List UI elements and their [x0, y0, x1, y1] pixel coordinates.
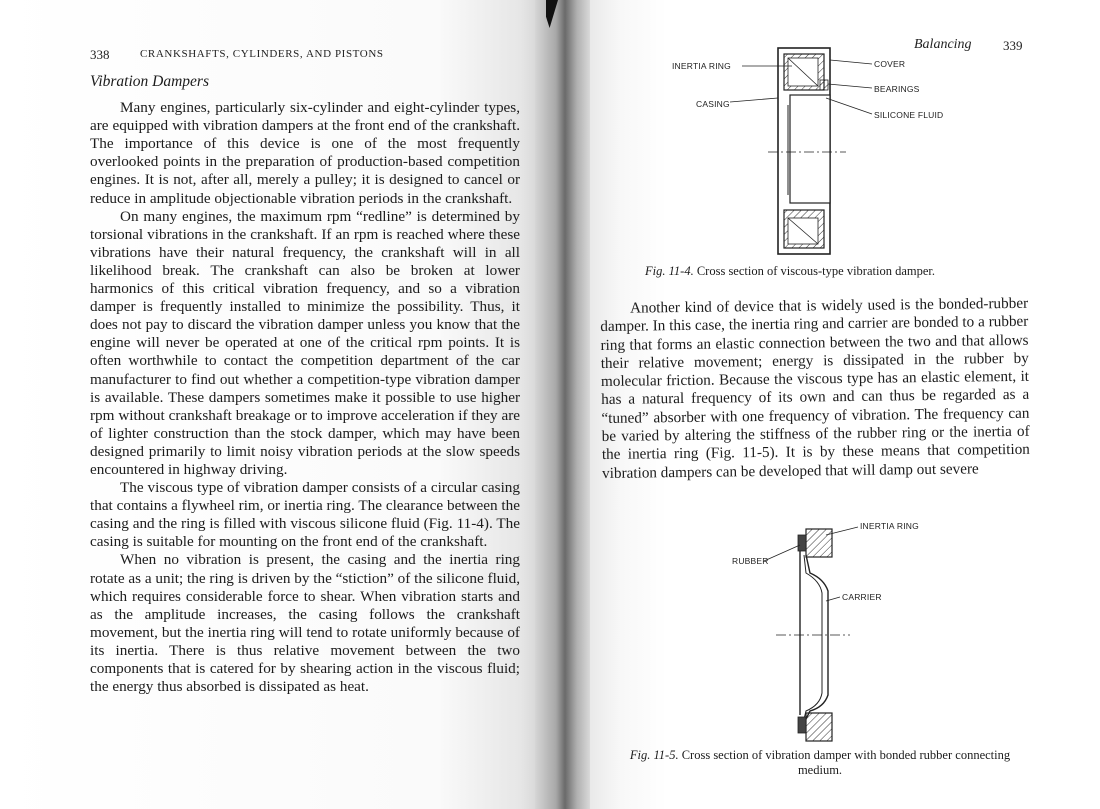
label-rubber: RUBBER: [732, 556, 769, 566]
figure-caption-text: Cross section of vibration damper with bonded rubber connecting medium.: [681, 748, 1011, 777]
figure-caption: [628, 748, 1012, 778]
paragraph: Many engines, particularly six-cylinder and eight-cylinder types, are equipped with vibration dampers at the front end of the crankshaft. The importance of this device is one of the most frequently overlooked points in the preparation of production-based competition engines. It is not, after all, merely a pulley; it is designed to cancel or reduce in amplitude objectionable vibration periods in the crankshaft.: [90, 99, 520, 207]
figure-caption: [620, 264, 960, 279]
bonded-rubber-damper-diagram: [720, 515, 960, 745]
label-cover: COVER: [874, 59, 906, 69]
label-bearings: BEARINGS: [874, 84, 920, 94]
section-heading: Vibration Dampers: [90, 73, 209, 90]
left-running-head: CRANKSHAFTS, CYLINDERS, AND PISTONS: [140, 48, 384, 60]
paragraph: The viscous type of vibration damper consists of a circular casing that contains a flywheel rim, or inertia ring. The clearance between the casing and the ring is filled with viscous silicone fluid (Fig. 11-4). The casing is suitable for mounting on the front end of the crankshaft.: [90, 479, 520, 551]
right-page-body: [600, 295, 1030, 483]
figure-number: Fig. 11-5.: [629, 748, 679, 762]
label-inertia-ring: INERTIA RING: [860, 521, 919, 531]
right-page-number: 339: [1003, 38, 1023, 53]
paragraph: On many engines, the maximum rpm “redline” is determined by torsional vibrations in the crankshaft. If an rpm is reached where these vibrations have their natural frequency, the crankshaft will in all likelihood break. The crankshaft can also be broken at lower harmonics of this critical vibration frequency, and so a vibration damper is frequently installed to minimize the possibility. Thus, it does not pay to discard the vibration damper unless you know that the engine will never be operated at one of the critical rpm points. It is often worthwhile to contact the competition department of the car manufacturer to find out whether a competition-type vibration damper is available. These dampers sometimes make it possible to use higher rpm without crankshaft breakage or to improve acceleration if they are of lighter construction than the stock damper, which may have been designed primarily to limit noisy vibration periods at the slow speeds encountered in highway driving.: [90, 207, 520, 478]
label-inertia-ring: INERTIA RING: [672, 61, 731, 71]
paragraph: Another kind of device that is widely used is the bonded-rubber damper. In this case, the inertia ring and carrier are bonded to a rubber ring that forms an elastic connection between the two and that allows their relative movement; energy is dissipated in the rubber by molecular friction. Because the viscous type has an elastic element, it has a natural frequency of its own and can thus be regarded as a “tuned” absorber with one frequency of vibration. The frequency can be varied by altering the stiffness of the rubber ring or the inertia of the inertia ring (Fig. 11-5). It is by these means that competition vibration dampers can be developed that will damp out severe: [600, 294, 1030, 482]
label-casing: CASING: [696, 99, 730, 109]
figure-caption-text: Cross section of viscous-type vibration damper.: [696, 264, 935, 278]
right-running-title: Balancing: [914, 37, 972, 52]
figure-number: Fig. 11-4.: [645, 264, 694, 278]
paragraph: When no vibration is present, the casing and the inertia ring rotate as a unit; the ring is driven by the “stiction” of the silicone fluid, which requires considerable force to shear. When vibration starts and as the amplitude increases, the casing follows the crankshaft movement, but the inertia ring will tend to rotate uniformly because of its inertia. There is thus relative movement between the two components that is catered for by shearing action in the viscous fluid; the energy thus absorbed is dissipated as heat.: [90, 551, 520, 696]
label-carrier: CARRIER: [842, 592, 882, 602]
label-silicone-fluid: SILICONE FLUID: [874, 110, 944, 120]
left-page-number: 338: [90, 47, 110, 62]
left-page-body: [90, 73, 520, 696]
viscous-damper-diagram: [660, 40, 960, 260]
book-gutter-shadow: [535, 0, 595, 809]
